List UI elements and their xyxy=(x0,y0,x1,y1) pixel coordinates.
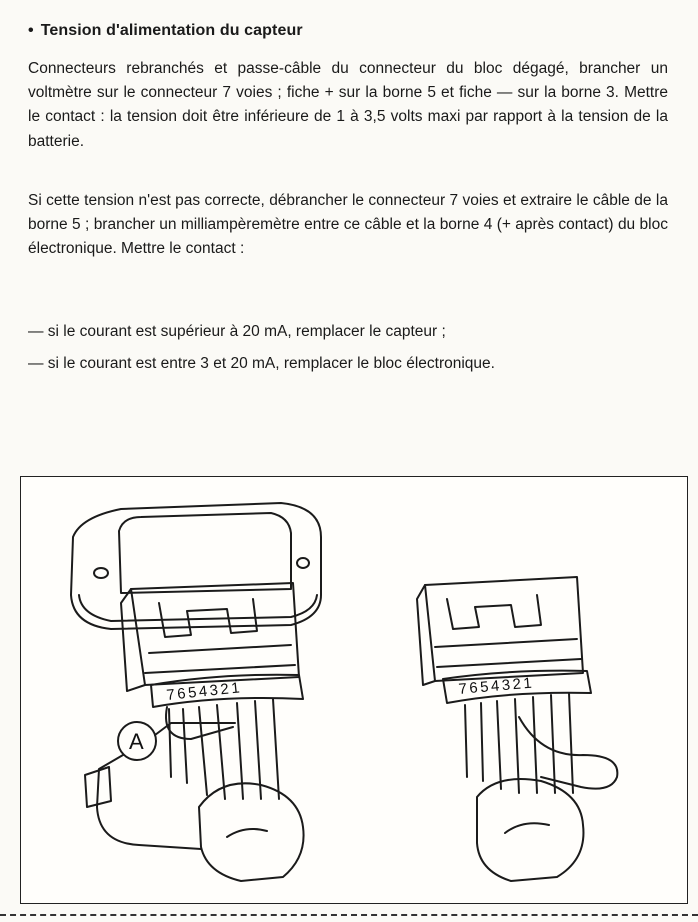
paragraph-milliammeter: Si cette tension n'est pas correcte, débrancher le connecteur 7 voies et extraire le câble de la borne 5 ; brancher un milliampèremètre entre ce câble et la borne 4 (+ après contact) du bloc électronique. Mettre le contact : xyxy=(28,192,668,258)
heading-title: Tension d'alimentation du capteur xyxy=(40,22,303,39)
list-item-replace-sensor: — si le courant est supérieur à 20 mA, remplacer le capteur ; xyxy=(28,323,446,340)
connector-drawing-right xyxy=(417,577,617,881)
paragraph-voltmeter: Connecteurs rebranchés et passe-câble du connecteur du bloc dégagé, brancher un voltmètre sur le connecteur 7 voies ; fiche + sur la borne 5 et fiche — sur la borne 3. Mettre le contact : la tension doit être inférieure de 1 à 3,5 volts maxi par rapport à la tension de la batterie. xyxy=(28,60,668,150)
bottom-rule xyxy=(0,914,698,916)
list-item-replace-module: — si le courant est entre 3 et 20 mA, remplacer le bloc électronique. xyxy=(28,355,495,372)
heading-bullet: • xyxy=(28,22,34,39)
ammeter-label: A xyxy=(129,729,144,754)
connector-illustration xyxy=(20,476,688,904)
connector-drawing xyxy=(21,477,688,904)
left-pin-numbers: 7654321 xyxy=(165,679,243,704)
right-pin-numbers: 7654321 xyxy=(457,674,535,698)
section-heading xyxy=(28,22,303,40)
